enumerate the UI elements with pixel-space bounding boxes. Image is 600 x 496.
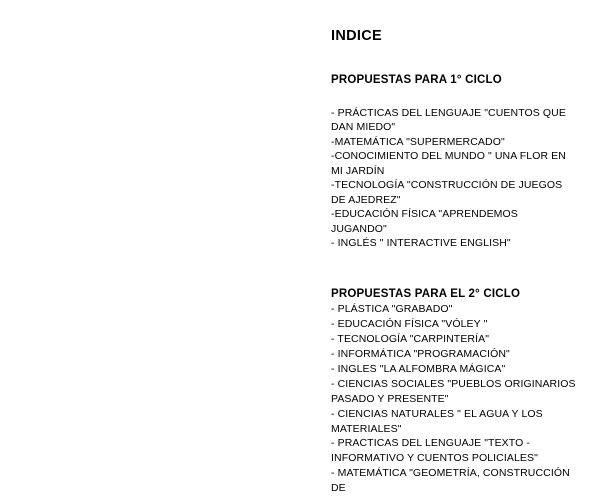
list-item: -EDUCACIÓN FÍSICA "APRENDEMOS JUGANDO" [331, 208, 518, 235]
spacer [331, 89, 576, 106]
list-item: - PRÁCTICAS DEL LENGUAJE "CUENTOS QUE DAN MIEDO" [331, 106, 566, 134]
section-second-cycle [331, 287, 576, 496]
list-item: - MATEMÁTICA "GEOMETRÍA, CONSTRUCCIÓN DE [331, 467, 570, 495]
page-title: INDICE [331, 28, 382, 44]
list-item: - INFORMÁTICA "PROGRAMACIÓN" [331, 347, 510, 360]
list-item: -TECNOLOGÍA "CONSTRUCCIÓN DE JUEGOS DE AJEDREZ" [331, 179, 563, 206]
list-item: -MATEMÁTICA "SUPERMERCADO" [331, 135, 505, 148]
list-item: - TECNOLOGÍA "CARPINTERÍA" [331, 333, 490, 346]
list-item: - CIENCIAS SOCIALES "PUEBLOS ORIGINARIOS PASADO Y PRESENTE" [331, 377, 576, 405]
section-heading-second-cycle: PROPUESTAS PARA EL 2° CICLO [331, 287, 521, 300]
list-item: - INGLÉS " INTERACTIVE ENGLISH" [331, 237, 511, 250]
list-item: - CIENCIAS NATURALES " EL AGUA Y LOS MATERIALES" [331, 407, 543, 435]
list-item: - PLÁSTICA "GRABADO" [331, 303, 453, 316]
list-item: -CONOCIMIENTO DEL MUNDO " UNA FLOR EN MI JARDÍN [331, 150, 566, 177]
spacer [331, 251, 576, 287]
section-heading-first-cycle: PROPUESTAS PARA 1° CICLO [331, 74, 502, 87]
list-item: - EDUCACIÓN FÍSICA "VÓLEY " [331, 318, 488, 331]
section-first-cycle [331, 73, 576, 250]
list-item: - INGLES "LA ALFOMBRA MÁGICA" [331, 362, 506, 375]
document-content [331, 28, 576, 496]
list-item: - PRACTICAS DEL LENGUAJE "TEXTO - INFORMATIVO Y CUENTOS POLICIALES" [331, 437, 538, 465]
